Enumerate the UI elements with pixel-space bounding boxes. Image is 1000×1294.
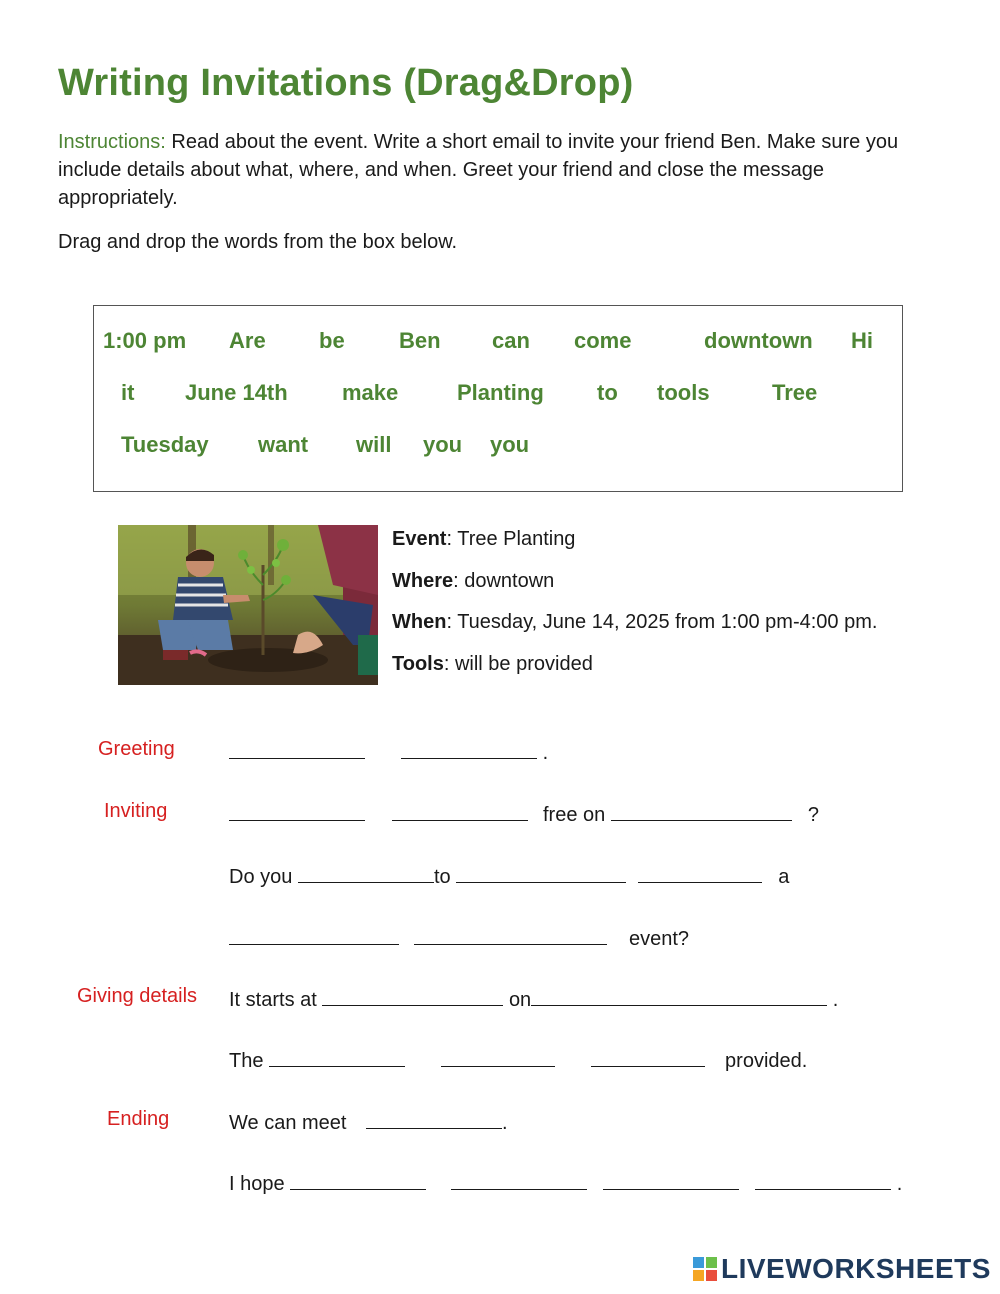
section-label-ending: Ending (107, 1108, 170, 1130)
drop-blank[interactable] (531, 985, 827, 1006)
word-tile[interactable]: June 14th (185, 380, 288, 405)
sentence-text: . (542, 742, 549, 764)
inviting-row-2 (229, 862, 789, 889)
liveworksheets-logo (693, 1254, 991, 1284)
tools-label: Tools (392, 653, 444, 675)
drop-blank[interactable] (298, 862, 434, 883)
drop-blank[interactable] (392, 800, 528, 821)
word-tile[interactable]: Tree (772, 380, 818, 405)
instructions-text: Read about the event. Write a short email to invite your friend Ben. Make sure you include details about what, where, and when. Greet your friend and close the message appropriately. (58, 131, 899, 209)
word-tile[interactable]: Tuesday (121, 432, 209, 457)
sentence-text: . (832, 989, 839, 1011)
page-title: Writing Invitations (Drag&Drop) (58, 62, 634, 104)
ending-row-2 (229, 1169, 902, 1196)
sentence-text: . (502, 1112, 508, 1134)
sentence-text: It starts at (229, 989, 317, 1011)
sentence-text: . (896, 1173, 903, 1195)
logo-mark-icon (693, 1257, 717, 1281)
sentence-text: Do you (229, 866, 293, 888)
instructions-lead: Instructions: (58, 131, 166, 153)
drop-blank[interactable] (229, 800, 365, 821)
where-label: Where (392, 570, 454, 592)
word-tile[interactable]: you (490, 432, 530, 457)
drop-blank[interactable] (401, 738, 537, 759)
drop-blank[interactable] (603, 1169, 739, 1190)
word-tile[interactable]: can (492, 328, 530, 353)
drop-blank[interactable] (414, 924, 607, 945)
sentence-text: free on (543, 804, 606, 826)
when-value: : Tuesday, June 14, 2025 from 1:00 pm-4:00 pm. (446, 611, 878, 633)
sentence-text: provided. (725, 1050, 808, 1072)
drop-blank[interactable] (229, 924, 399, 945)
section-label-inviting: Inviting (104, 800, 168, 822)
sentence-text: to (433, 866, 451, 888)
sentence-text: ? (807, 804, 819, 826)
word-tile[interactable]: Planting (457, 380, 544, 405)
word-tile[interactable]: Ben (399, 328, 441, 353)
drop-blank[interactable] (591, 1046, 705, 1067)
tools-line (392, 653, 593, 676)
tools-value: : will be provided (443, 653, 593, 675)
section-label-details: Giving details (77, 985, 198, 1007)
drop-blank[interactable] (456, 862, 626, 883)
word-tile[interactable]: it (121, 380, 135, 405)
inviting-row-1 (229, 800, 819, 827)
drop-blank[interactable] (441, 1046, 555, 1067)
section-label-greeting: Greeting (98, 738, 175, 760)
drop-blank[interactable] (611, 800, 792, 821)
when-label: When (392, 611, 447, 633)
word-tile[interactable]: be (319, 328, 345, 353)
drop-blank[interactable] (366, 1108, 502, 1129)
word-tile[interactable]: tools (657, 380, 710, 405)
event-line (392, 528, 575, 551)
word-tile[interactable]: 1:00 pm (103, 328, 187, 353)
word-tile[interactable]: you (423, 432, 463, 457)
event-label: Event (392, 528, 447, 550)
sentence-text: We can meet (229, 1112, 347, 1134)
tree-planting-photo (118, 525, 378, 685)
when-line (392, 611, 877, 634)
logo-text: LIVEWORKSHEETS (721, 1253, 991, 1284)
word-tile[interactable]: make (342, 380, 399, 405)
drag-instruction: Drag and drop the words from the box below. (58, 231, 458, 253)
sentence-text: The (229, 1050, 264, 1072)
drop-blank[interactable] (229, 738, 365, 759)
word-tile[interactable]: will (356, 432, 392, 457)
word-tile[interactable]: to (597, 380, 618, 405)
drop-blank[interactable] (451, 1169, 587, 1190)
word-tile[interactable]: Are (229, 328, 266, 353)
sentence-text: on (508, 989, 532, 1011)
drop-blank[interactable] (269, 1046, 405, 1067)
word-tile[interactable]: come (574, 328, 632, 353)
drop-blank[interactable] (290, 1169, 426, 1190)
inviting-row-3 (229, 924, 689, 951)
word-tile[interactable]: want (258, 432, 309, 457)
sentence-text: event? (629, 928, 690, 950)
greeting-row (229, 738, 548, 765)
details-row-2 (229, 1046, 807, 1073)
details-row-1 (229, 985, 838, 1012)
drop-blank[interactable] (638, 862, 762, 883)
instructions (58, 128, 938, 212)
drop-blank[interactable] (322, 985, 503, 1006)
sentence-text: a (778, 866, 790, 888)
word-tile[interactable]: downtown (704, 328, 813, 353)
where-value: : downtown (453, 570, 555, 592)
drop-blank[interactable] (755, 1169, 891, 1190)
where-line (392, 570, 554, 593)
event-value: : Tree Planting (446, 528, 576, 550)
word-tile[interactable]: Hi (851, 328, 873, 353)
ending-row-1 (229, 1108, 508, 1135)
word-bank (93, 305, 903, 492)
sentence-text: I hope (229, 1173, 285, 1195)
